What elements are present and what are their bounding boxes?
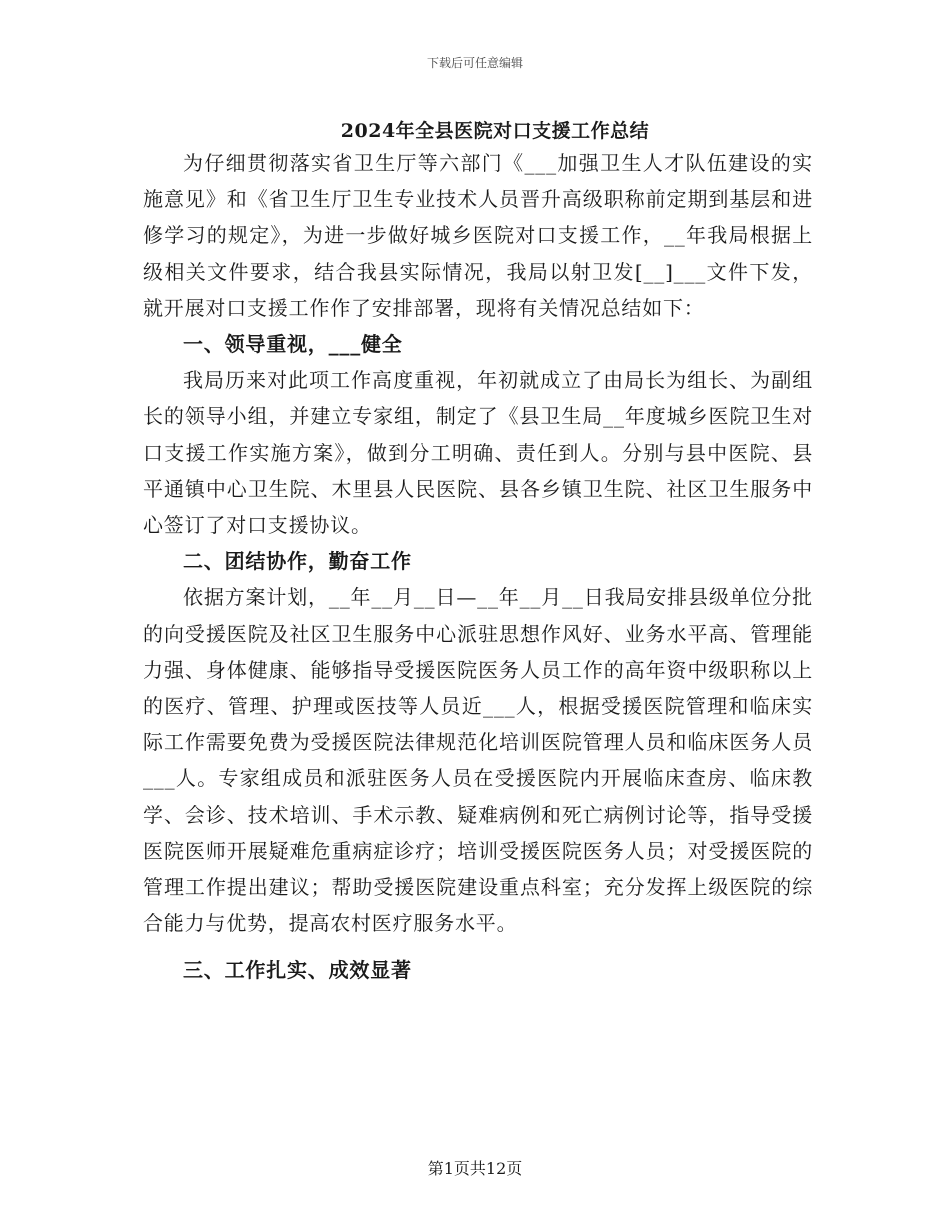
section-heading-3: 三、工作扎实、成效显著 <box>183 958 412 983</box>
intro-paragraph: 为仔细贯彻落实省卫生厅等六部门《___加强卫生人才队伍建设的实施意见》和《省卫生厅卫生专业技术人员晋升高级职称前定期到基层和进修学习的规定》，为进一步做好城乡医院对口支援工作，__年我局根据上级相关文件要求，结合我县实际情况，我局以射卫发[__]___文件下发，就开展对口支援工作作了安排部署，现将有关情况总结如下： <box>143 151 813 320</box>
section-heading-1: 一、领导重视，___健全 <box>183 332 403 357</box>
header-note: 下载后可任意编辑 <box>426 56 523 70</box>
section-1-paragraph: 我局历来对此项工作高度重视，年初就成立了由局长为组长、为副组长的领导小组，并建立专家组，制定了《县卫生局__年度城乡医院卫生对口支援工作实施方案》，做到分工明确、责任到人。分别与县中医院、县平通镇中心卫生院、木里县人民医院、县各乡镇卫生院、社区卫生服务中心签订了对口支援协议。 <box>143 368 813 538</box>
section-2-paragraph: 依据方案计划，__年__月__日—__年__月__日我局安排县级单位分批的向受援医院及社区卫生服务中心派驻思想作风好、业务水平高、管理能力强、身体健康、能够指导受援医院医务人员工作的高年资中级职称以上的医疗、管理、护理或医技等人员近___人，根据受援医院管理和临床实际工作需要免费为受援医院法律规范化培训医院管理人员和临床医务人员___人。专家组成员和派驻医务人员在受援医院内开展临床查房、临床教学、会诊、技术培训、手术示教、疑难病例和死亡病例讨论等，指导受援医院医师开展疑难危重病症诊疗；培训受援医院医务人员；对受援医院的管理工作提出建议；帮助受援医院建设重点科室；充分发挥上级医院的综合能力与优势，提高农村医疗服务水平。 <box>143 585 813 936</box>
document-title: 2024年全县医院对口支援工作总结 <box>340 120 650 142</box>
document-body <box>143 145 813 989</box>
page-footer: 第1页共12页 <box>427 1159 523 1178</box>
section-heading-2: 二、团结协作，勤奋工作 <box>183 549 412 574</box>
